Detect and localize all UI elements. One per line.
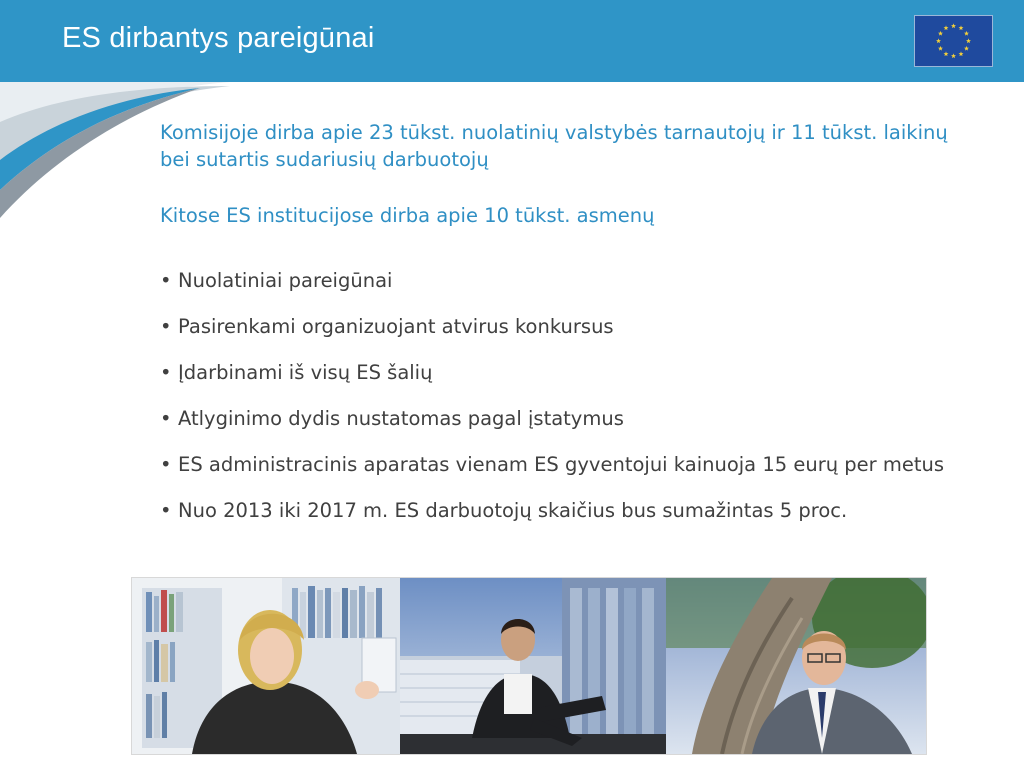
flag-star — [944, 51, 949, 56]
bullet-item: • Nuolatiniai pareigūnai — [160, 265, 960, 296]
flag-star — [944, 25, 949, 30]
intro-text-commission: Komisijoje dirba apie 23 tūkst. nuolatinių valstybės tarnautojų ir 11 tūkst. laikinų bei sutartis sudariusių darbuotojų — [160, 121, 948, 171]
flag-star — [951, 23, 956, 28]
flag-star — [964, 31, 969, 36]
photo-library-woman — [132, 578, 400, 754]
page-title: ES dirbantys pareigūnai — [62, 22, 375, 54]
bullet-item: • Atlyginimo dydis nustatomas pagal įstatymus — [160, 403, 960, 434]
header-bar — [0, 0, 1024, 82]
bullet-item: • Nuo 2013 iki 2017 m. ES darbuotojų skaičius bus sumažintas 5 proc. — [160, 495, 960, 526]
photo-seated-man — [400, 578, 666, 754]
eu-flag-stars — [915, 16, 992, 66]
flag-star — [959, 25, 964, 30]
bullet-item: • ES administracinis aparatas vienam ES gyventojui kainuoja 15 eurų per metus — [160, 449, 960, 480]
photo-man-by-tree — [666, 578, 926, 754]
bullet-item: • Įdarbinami iš visų ES šalių — [160, 357, 960, 388]
flag-star — [951, 53, 956, 58]
flag-star — [936, 38, 941, 43]
staff-photos-illustration — [132, 578, 926, 754]
flag-star — [966, 38, 971, 43]
staff-photo-strip — [131, 577, 927, 755]
bullet-list — [160, 265, 960, 541]
flag-star — [964, 46, 969, 51]
bullet-item: • Pasirenkami organizuojant atvirus konkursus — [160, 311, 960, 342]
flag-star — [938, 31, 943, 36]
eu-flag-icon — [914, 15, 993, 67]
flag-star — [938, 46, 943, 51]
flag-star — [959, 51, 964, 56]
intro-text-institutions: Kitose ES institucijose dirba apie 10 tūkst. asmenų — [160, 204, 655, 227]
